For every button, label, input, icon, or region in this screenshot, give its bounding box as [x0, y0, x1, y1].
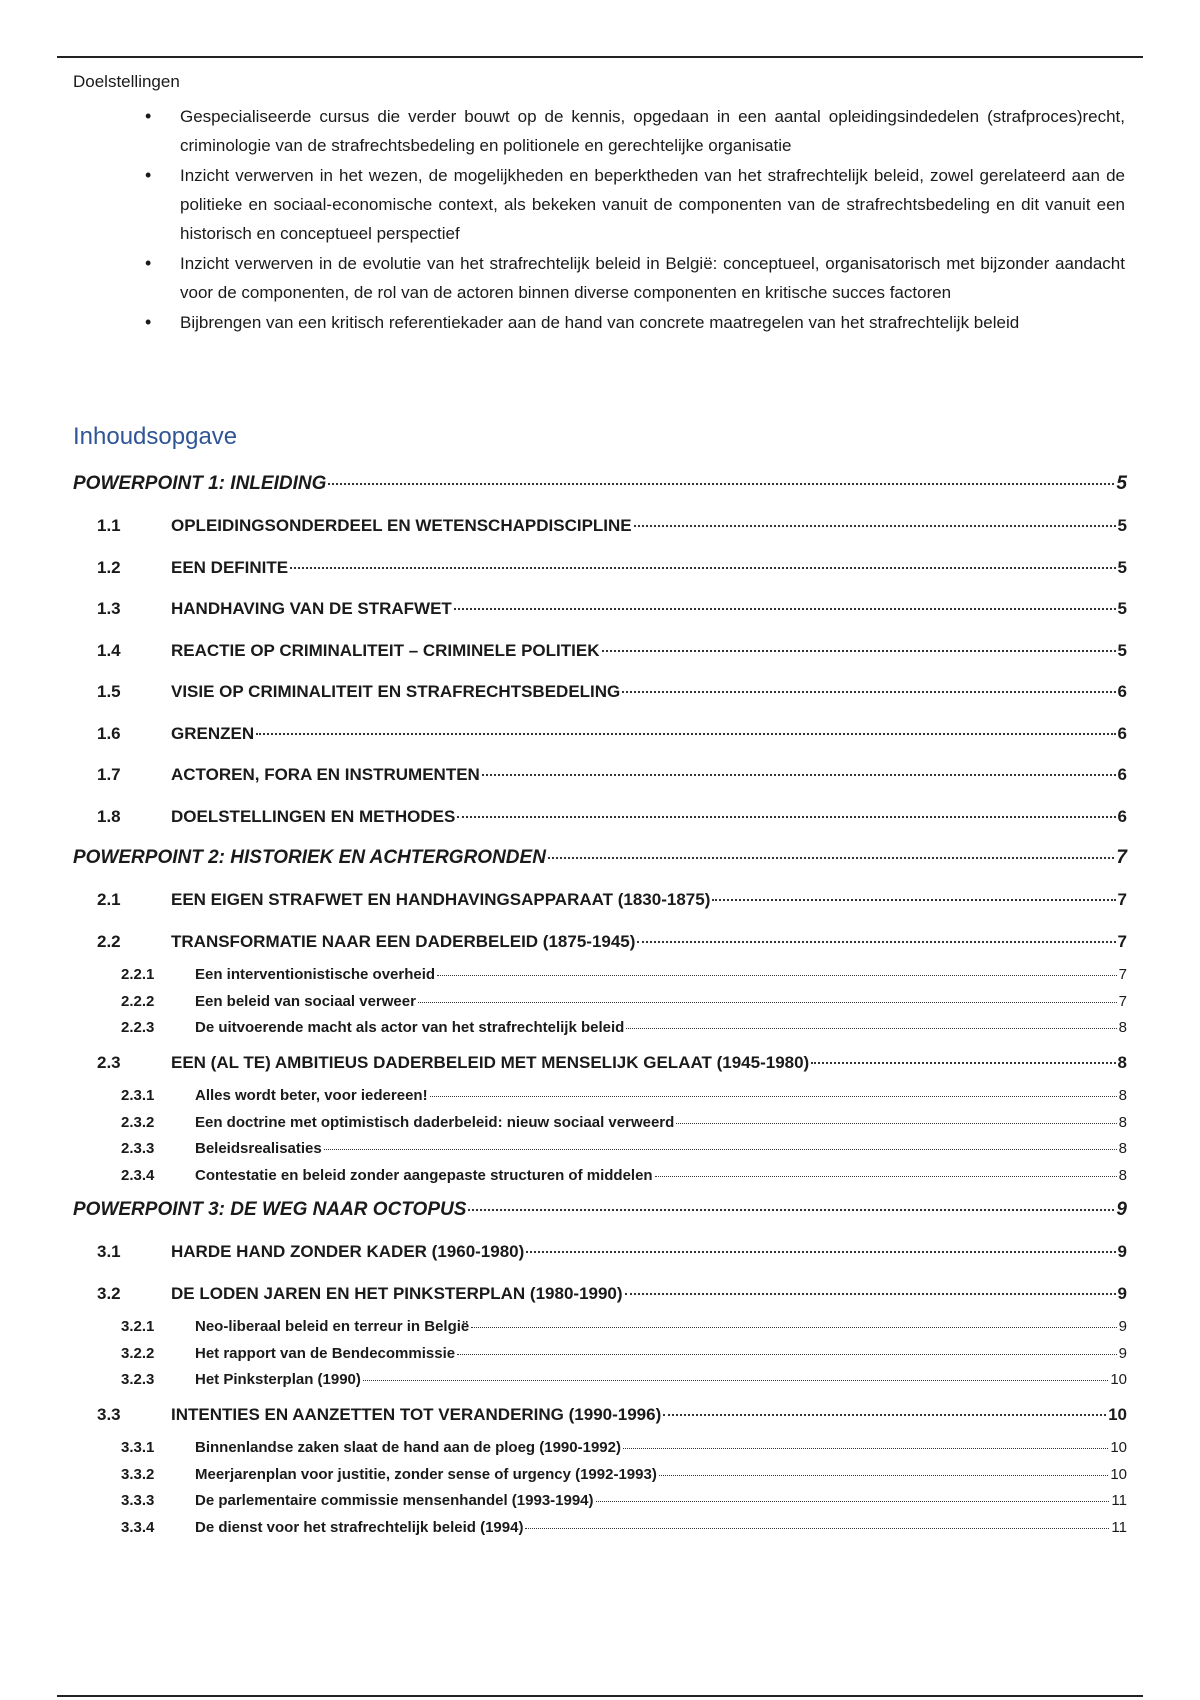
toc-entry[interactable] — [73, 1462, 1127, 1489]
toc-entry-page: 8 — [1118, 1087, 1127, 1104]
toc-entry-title: Het Pinksterplan (1990) — [195, 1371, 361, 1388]
toc-entry-page: 10 — [1110, 1465, 1127, 1483]
toc-dot-leader — [602, 650, 1116, 652]
toc-dot-leader — [457, 1354, 1117, 1355]
footer-rule — [57, 1695, 1143, 1697]
toc-entry[interactable] — [73, 463, 1127, 505]
toc-entry[interactable] — [73, 1015, 1127, 1042]
toc-dot-leader — [363, 1380, 1108, 1381]
toc-entry-page: 11 — [1111, 1492, 1127, 1509]
toc-entry[interactable] — [73, 989, 1127, 1016]
toc-entry-title: POWERPOINT 1: INLEIDING — [73, 473, 327, 494]
toc-entry[interactable] — [73, 879, 1127, 921]
toc-dot-leader — [437, 975, 1117, 976]
toc-entry-number: 2.3.4 — [121, 1166, 155, 1184]
toc-entry-page: 10 — [1110, 1439, 1127, 1456]
toc-entry-page: 7 — [1117, 890, 1127, 909]
toc-entry-title: ACTOREN, FORA EN INSTRUMENTEN — [171, 765, 480, 784]
toc-dot-leader — [663, 1414, 1106, 1416]
toc-entry-page: 11 — [1111, 1518, 1127, 1536]
toc-entry-number: 1.7 — [97, 765, 121, 784]
toc-dot-leader — [626, 1028, 1116, 1029]
toc-entry-number: 3.3.2 — [121, 1465, 155, 1483]
toc-dot-leader — [468, 1209, 1114, 1211]
toc-entry-page: 8 — [1118, 1113, 1127, 1131]
toc-entry-page: 5 — [1116, 473, 1127, 494]
toc-entry-page: 6 — [1117, 682, 1127, 701]
toc-entry-number: 2.2.3 — [121, 1019, 155, 1036]
toc-dot-leader — [623, 1448, 1108, 1449]
toc-dot-leader — [471, 1327, 1116, 1328]
toc-entry[interactable] — [73, 1110, 1127, 1137]
toc-entry[interactable] — [73, 754, 1127, 796]
toc-dot-leader — [290, 567, 1115, 569]
toc-entry-title: Een beleid van sociaal verweer — [195, 992, 416, 1010]
objectives-list — [73, 102, 1127, 337]
toc-entry[interactable] — [73, 962, 1127, 989]
toc-entry-title: Alles wordt beter, voor iedereen! — [195, 1087, 428, 1104]
toc-dot-leader — [525, 1528, 1109, 1529]
toc-entry-title: Beleidsrealisaties — [195, 1140, 322, 1157]
toc-entry-number: 3.3 — [97, 1404, 121, 1424]
toc-entry-number: 2.2.1 — [121, 966, 155, 983]
toc-entry-title: DE LODEN JAREN EN HET PINKSTERPLAN (1980-1990) — [171, 1283, 623, 1303]
toc-entry-page: 8 — [1118, 1166, 1127, 1184]
toc-entry-number: 3.2.3 — [121, 1371, 155, 1388]
toc-entry-title: Meerjarenplan voor justitie, zonder sense of urgency (1992-1993) — [195, 1465, 657, 1483]
toc-entry[interactable] — [73, 505, 1127, 547]
toc-entry[interactable] — [73, 921, 1127, 963]
toc-entry-title: EEN EIGEN STRAFWET EN HANDHAVINGSAPPARAAT (1830-1875) — [171, 890, 711, 909]
objective-item: • Inzicht verwerven in het wezen, de mogelijkheden en beperktheden van het strafrechtelijk beleid, zowel gerelateerd aan de politieke en sociaal-economische context, als bekeken vanuit de componenten van de strafrechtsbedeling en dit vanuit een historisch en conceptueel perspectief — [180, 161, 1127, 248]
toc-entry[interactable] — [73, 1083, 1127, 1110]
toc-entry-page: 9 — [1118, 1344, 1127, 1362]
toc-title: Inhoudsopgave — [73, 423, 238, 450]
toc-entry[interactable] — [73, 1367, 1127, 1394]
toc-entry-title: De dienst voor het strafrechtelijk beleid (1994) — [195, 1518, 524, 1536]
toc-entry-page: 8 — [1118, 1140, 1127, 1157]
toc-entry-number: 1.4 — [97, 640, 121, 660]
toc-entry[interactable] — [73, 1488, 1127, 1515]
toc-entry-title: HARDE HAND ZONDER KADER (1960-1980) — [171, 1242, 525, 1261]
toc-entry-number: 1.2 — [97, 557, 121, 577]
toc-entry-number: 1.3 — [97, 599, 121, 618]
toc-entry-page: 6 — [1117, 806, 1127, 826]
toc-entry-title: EEN DEFINITE — [171, 557, 289, 577]
toc-entry-page: 9 — [1117, 1242, 1127, 1261]
toc-entry-title: Het rapport van de Bendecommissie — [195, 1344, 456, 1362]
toc-entry-number: 3.2.2 — [121, 1344, 155, 1362]
toc-dot-leader — [811, 1062, 1115, 1064]
toc-entry-number: 2.2.2 — [121, 992, 155, 1010]
toc-entry-title: EEN (AL TE) AMBITIEUS DADERBELEID MET MENSELIJK GELAAT (1945-1980) — [171, 1052, 810, 1072]
toc-entry[interactable] — [73, 1515, 1127, 1542]
toc-entry-title: Een interventionistische overheid — [195, 966, 436, 983]
toc-entry-number: 1.6 — [97, 723, 121, 743]
toc-dot-leader — [482, 774, 1116, 776]
toc-entry-page: 9 — [1116, 1199, 1127, 1220]
toc-dot-leader — [637, 941, 1115, 943]
toc-entry-title: REACTIE OP CRIMINALITEIT – CRIMINELE POLITIEK — [171, 640, 600, 660]
toc-entry-number: 2.3 — [97, 1052, 121, 1072]
toc-entry-title: OPLEIDINGSONDERDEEL EN WETENSCHAPDISCIPLINE — [171, 516, 632, 535]
toc-entry-page: 7 — [1118, 992, 1127, 1010]
toc-entry[interactable] — [73, 1394, 1127, 1436]
toc-entry-title: INTENTIES EN AANZETTEN TOT VERANDERING (1990-1996) — [171, 1404, 662, 1424]
toc-entry-title: Binnenlandse zaken slaat de hand aan de ploeg (1990-1992) — [195, 1439, 621, 1456]
toc-entry-title: De parlementaire commissie mensenhandel (1993-1994) — [195, 1492, 594, 1509]
toc-entry-page: 5 — [1117, 599, 1127, 618]
toc-entry-number: 2.3.2 — [121, 1113, 155, 1131]
toc-entry[interactable] — [73, 1189, 1127, 1231]
objective-item: • Gespecialiseerde cursus die verder bouwt op de kennis, opgedaan in een aantal opleidingsindedelen (strafproces)recht, criminologie van de strafrechtsbedeling en politionele en gerechtelijke organisatie — [180, 102, 1127, 160]
toc-entry-page: 9 — [1117, 1283, 1127, 1303]
toc-entry-number: 3.2.1 — [121, 1318, 155, 1335]
toc-dot-leader — [256, 733, 1115, 735]
toc-entry-number: 1.8 — [97, 806, 121, 826]
toc-dot-leader — [430, 1096, 1117, 1097]
toc-entry-page: 5 — [1117, 516, 1127, 535]
toc-entry[interactable] — [73, 630, 1127, 672]
toc-entry[interactable] — [73, 671, 1127, 713]
toc-entry-number: 2.3.3 — [121, 1140, 155, 1157]
toc-dot-leader — [625, 1293, 1116, 1295]
objective-item: • Inzicht verwerven in de evolutie van het strafrechtelijk beleid in België: conceptueel, organisatorisch met bijzonder aandacht voor de componenten, de rol van de actoren binnen diverse componenten en kritische succes factoren — [180, 249, 1127, 307]
toc-dot-leader — [712, 899, 1115, 901]
toc-entry-page: 5 — [1117, 640, 1127, 660]
toc-entry[interactable] — [73, 547, 1127, 589]
table-of-contents — [73, 463, 1127, 1541]
toc-dot-leader — [622, 691, 1115, 693]
toc-entry-title: TRANSFORMATIE NAAR EEN DADERBELEID (1875-1945) — [171, 931, 636, 951]
toc-entry-page: 10 — [1110, 1371, 1127, 1388]
toc-entry[interactable] — [73, 1435, 1127, 1462]
toc-entry-title: POWERPOINT 3: DE WEG NAAR OCTOPUS — [73, 1199, 467, 1220]
toc-dot-leader — [454, 608, 1116, 610]
toc-entry-title: Een doctrine met optimistisch daderbeleid: nieuw sociaal verweerd — [195, 1113, 675, 1131]
toc-entry-number: 3.3.1 — [121, 1439, 155, 1456]
toc-dot-leader — [526, 1251, 1115, 1253]
toc-entry-page: 7 — [1116, 847, 1127, 868]
toc-entry-page: 10 — [1108, 1404, 1127, 1424]
toc-dot-leader — [548, 857, 1115, 859]
toc-entry[interactable] — [73, 1341, 1127, 1368]
toc-entry-number: 1.1 — [97, 516, 121, 535]
toc-entry-title: De uitvoerende macht als actor van het strafrechtelijk beleid — [195, 1019, 625, 1036]
toc-entry-page: 7 — [1117, 931, 1127, 951]
toc-dot-leader — [676, 1123, 1116, 1124]
toc-entry[interactable] — [73, 1163, 1127, 1190]
toc-entry-title: POWERPOINT 2: HISTORIEK EN ACHTERGRONDEN — [73, 847, 546, 868]
toc-dot-leader — [418, 1002, 1117, 1003]
header-rule — [57, 56, 1143, 58]
toc-entry-page: 6 — [1117, 723, 1127, 743]
toc-entry-number: 3.3.4 — [121, 1518, 155, 1536]
toc-dot-leader — [328, 483, 1114, 485]
toc-entry-title: HANDHAVING VAN DE STRAFWET — [171, 599, 452, 618]
toc-entry-title: Neo-liberaal beleid en terreur in België — [195, 1318, 470, 1335]
toc-entry[interactable] — [73, 796, 1127, 838]
objectives-heading: Doelstellingen — [73, 72, 180, 91]
toc-dot-leader — [324, 1149, 1117, 1150]
toc-dot-leader — [596, 1501, 1110, 1502]
toc-entry-title: DOELSTELLINGEN EN METHODES — [171, 806, 456, 826]
toc-entry[interactable] — [73, 1042, 1127, 1084]
toc-entry-number: 3.3.3 — [121, 1492, 155, 1509]
toc-entry[interactable] — [73, 588, 1127, 630]
toc-entry-number: 3.2 — [97, 1283, 121, 1303]
toc-entry[interactable] — [73, 1273, 1127, 1315]
toc-entry-page: 8 — [1118, 1019, 1127, 1036]
objective-item: • Bijbrengen van een kritisch referentiekader aan de hand van concrete maatregelen van het strafrechtelijk beleid — [180, 308, 1127, 337]
toc-entry[interactable] — [73, 1136, 1127, 1163]
toc-entry-page: 6 — [1117, 765, 1127, 784]
toc-dot-leader — [655, 1176, 1117, 1177]
toc-entry-number: 1.5 — [97, 682, 121, 701]
toc-entry-page: 9 — [1118, 1318, 1127, 1335]
toc-entry[interactable] — [73, 1231, 1127, 1273]
toc-entry-page: 8 — [1117, 1052, 1127, 1072]
toc-entry-number: 3.1 — [97, 1242, 121, 1261]
toc-dot-leader — [634, 525, 1116, 527]
toc-dot-leader — [659, 1475, 1108, 1476]
toc-entry-number: 2.2 — [97, 931, 121, 951]
toc-entry[interactable] — [73, 713, 1127, 755]
document-page — [73, 72, 1127, 1541]
toc-entry-title: VISIE OP CRIMINALITEIT EN STRAFRECHTSBEDELING — [171, 682, 621, 701]
toc-entry-title: GRENZEN — [171, 723, 255, 743]
toc-entry-page: 5 — [1117, 557, 1127, 577]
toc-entry-page: 7 — [1118, 966, 1127, 983]
toc-entry[interactable] — [73, 837, 1127, 879]
toc-entry-title: Contestatie en beleid zonder aangepaste structuren of middelen — [195, 1166, 653, 1184]
toc-entry-number: 2.1 — [97, 890, 121, 909]
toc-entry[interactable] — [73, 1314, 1127, 1341]
toc-dot-leader — [457, 816, 1115, 818]
toc-entry-number: 2.3.1 — [121, 1087, 155, 1104]
